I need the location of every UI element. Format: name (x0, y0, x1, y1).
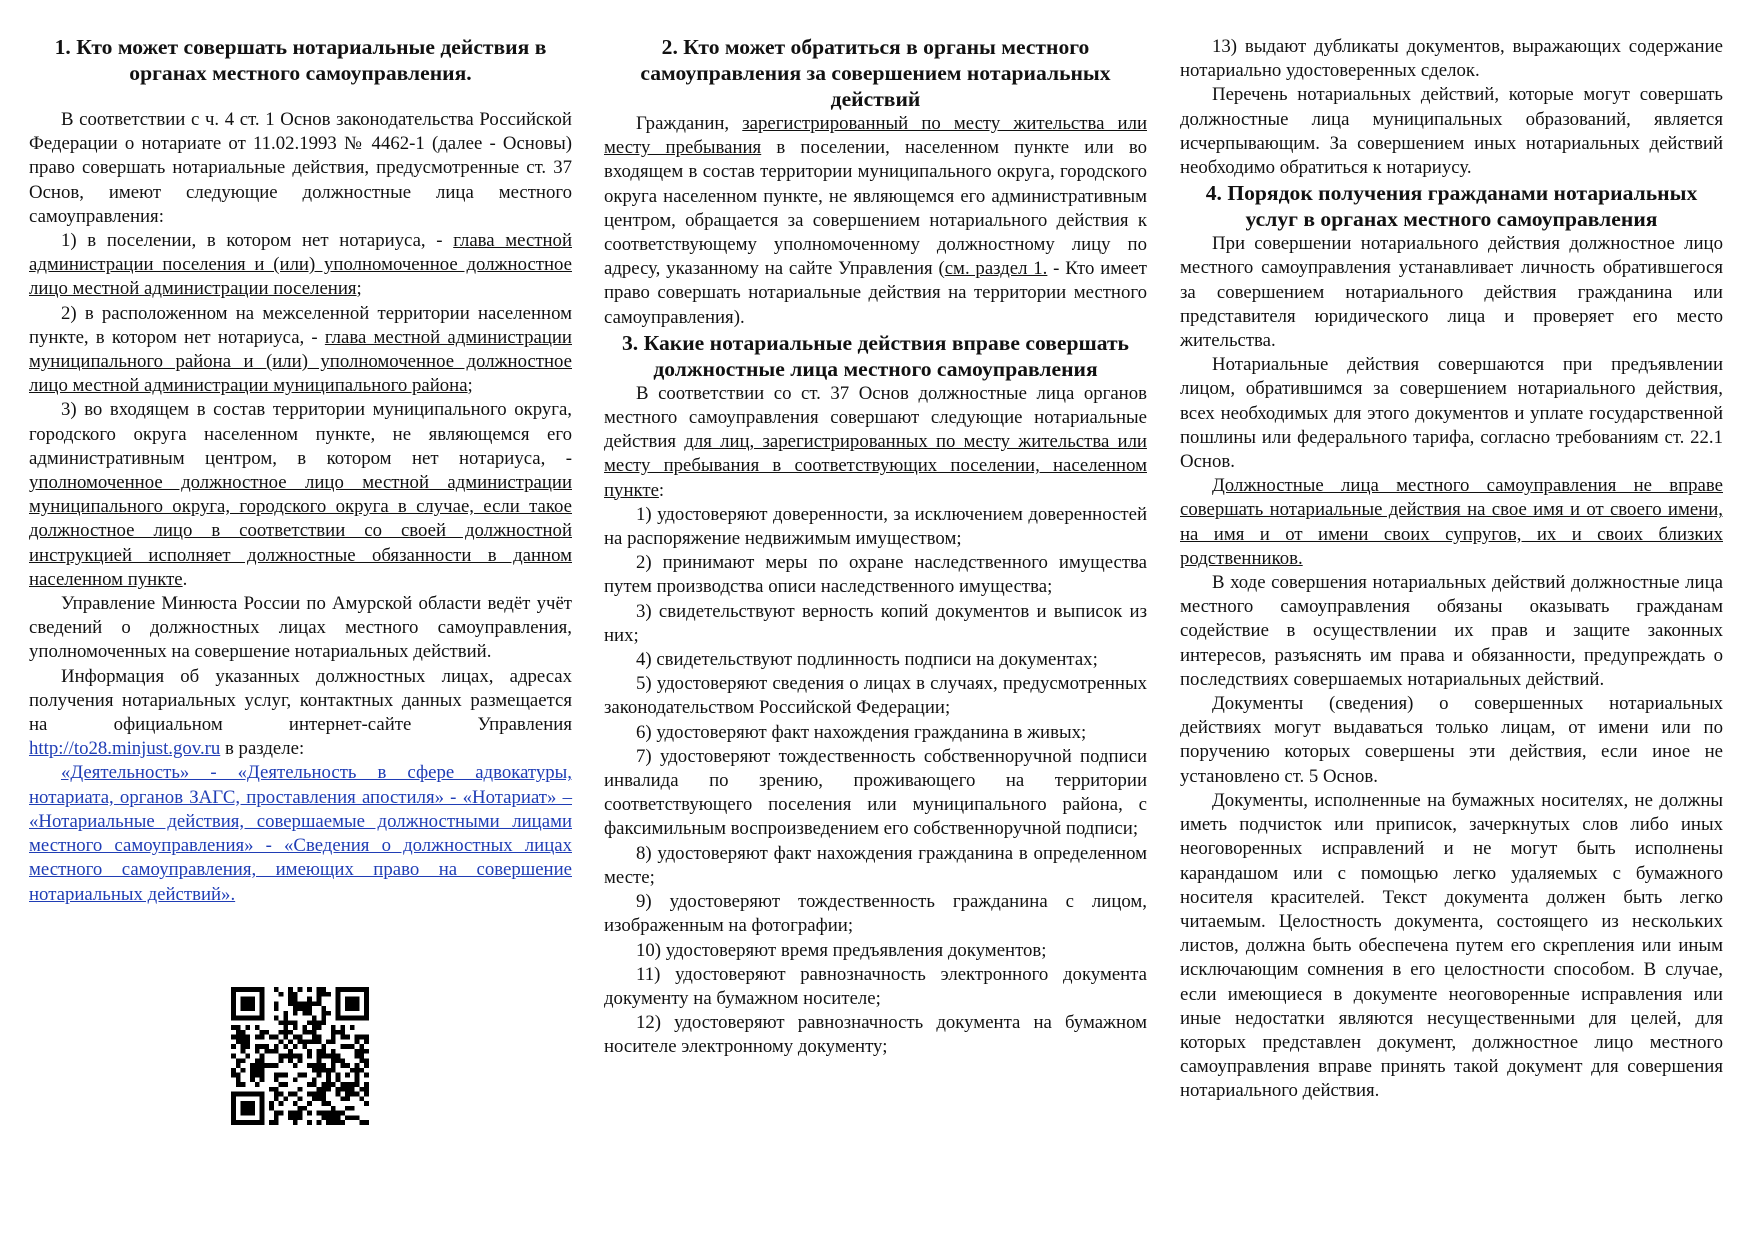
section-4-paragraph-3: Должностные лица местного самоуправления не вправе совершать нотариальные действия на свое имя и от своего имени, на имя и от имени своих супругов, их и своих близких родственников. (1180, 475, 1723, 569)
section-4-paragraph-5: Документы (сведения) о совершенных нотариальных действиях могут выдаваться только лицам, от имени или по поручению которых совершены эти действия, если иное не установлено ст. 5 Основ. (1180, 693, 1723, 787)
section-1-item-1: 1) в поселении, в котором нет нотариуса, - глава местной администрации поселения и (или) уполномоченное должностное лицо местной администрации поселения; (29, 230, 572, 300)
section-3-intro: В соответствии со ст. 37 Основ должностные лица органов местного самоуправления совершают следующие нотариальные действия для лиц, зарегистрированных по месту жительства или месту пребывания в соответствующих поселении, населенном пункте: (604, 382, 1147, 501)
notarial-action-item: 3) свидетельствуют верность копий документов и выписок из них; (604, 600, 1147, 646)
column-3 (1180, 35, 1723, 1104)
ministry-records-paragraph: Управление Минюста России по Амурской области ведёт учёт сведений о должностных лицах местного самоуправления, уполномоченных на совершение нотариальных действий. (29, 593, 572, 663)
section-path-link[interactable]: «Деятельность» - «Деятельность в сфере адвокатуры, нотариата, органов ЗАГС, проставления апостиля» - «Нотариат» – «Нотариальные действия, совершаемые должностными лицами местного самоуправления» - «Сведения о должностных лицах местного самоуправления, имеющих право на совершение нотариальных действий». (29, 762, 572, 905)
qr-code (231, 987, 369, 1125)
list-exhaustive-paragraph: Перечень нотариальных действий, которые могут совершать должностные лица муниципальных образований, является исчерпывающим. За совершением иных нотариальных действий необходимо обратиться к нотариусу. (1180, 84, 1723, 179)
section-1-intro: В соответствии с ч. 4 ст. 1 Основ законодательства Российской Федерации о нотариате от 11.02.1993 № 4462-1 (далее - Основы) право совершать нотариальные действия, предусмотренные ст. 37 Основ, имеют следующие должностные лица местного самоуправления: (29, 109, 572, 227)
column-2 (604, 34, 1147, 1060)
section-1-item-2: 2) в расположенном на межселенной территории населенном пункте, в котором нет нотариуса, - глава местной администрации муниципального района и (или) уполномоченное должностное лицо местной администрации муниципального района; (29, 302, 572, 397)
section-4-paragraph-2: Нотариальные действия совершаются при предъявлении лицом, обратившимся за совершением нотариального действия, всех необходимых для этого документов и уплате государственной пошлины или федерального тарифа, согласно требованиям ст. 22.1 Основ. (1180, 354, 1723, 473)
notarial-action-item: 10) удостоверяют время предъявления документов; (636, 939, 1047, 961)
notarial-action-item: 5) удостоверяют сведения о лицах в случаях, предусмотренных законодательством Российской Федерации; (604, 673, 1147, 719)
section-4-paragraph-1: При совершении нотариального действия должностное лицо местного самоуправления устанавливает личность обратившегося за совершением нотариального действия гражданина или представителя юридического лица и проверяет его место жительства. (1180, 233, 1723, 352)
notarial-action-item: 12) удостоверяют равнозначность документа на бумажном носителе электронному документу; (604, 1012, 1147, 1058)
section-4-paragraph-6: Документы, исполненные на бумажных носителях, не должны иметь подчисток или приписок, зачеркнутых слов либо иных неоговоренных исправлений и не могут быть исполнены карандашом или с помощью легко удаляемых с бумажного носителя красителей. Текст документа должен быть легко читаемым. Целостность документа, состоящего из нескольких листов, должна быть обеспечена путем его скрепления или иным исключающим сомнения в его целостности способом. В случае, если имеющиеся в документе неоговоренные исправления или иные недостатки являются несущественными для целей, для которых представлен документ, должностное лицо местного самоуправления вправе принять такой документ для совершения нотариального действия. (1180, 789, 1723, 1102)
section-4-paragraph-4: В ходе совершения нотариальных действий должностные лица местного самоуправления обязаны оказывать гражданам содействие в осуществлении их прав и защите законных интересов, разъяснять им права и обязанности, предупреждать о последствиях совершаемых нотариальных действий. (1180, 572, 1723, 690)
site-link[interactable]: http://to28.minjust.gov.ru (29, 738, 221, 760)
section-1-item-3: 3) во входящем в состав территории муниципального округа, городского округа населенном пункте, не являющемся его административным центром, в котором нет нотариуса, - уполномоченное должностное лицо местной администрации муниципального округа, городского округа в случае, если такое должностное лицо в соответствии со своей должностной инструкцией исполняет должностные обязанности в данном населенном пункте. (29, 399, 572, 590)
notarial-action-item: 11) удостоверяют равнозначность электронного документа документу на бумажном носителе; (604, 963, 1147, 1009)
section-1-heading: 1. Кто может совершать нотариальные действия в органах местного самоуправления. (54, 35, 547, 85)
info-paragraph: Информация об указанных должностных лицах, адресах получения нотариальных услуг, контактных данных размещается на официальном интернет-сайте Управления http://to28.minjust.gov.ru в разделе: (29, 665, 572, 760)
notarial-action-item: 8) удостоверяют факт нахождения гражданина в определенном месте; (604, 842, 1147, 888)
section-3-heading: 3. Какие нотариальные действия вправе совершать должностные лица местного самоуправления (622, 330, 1129, 381)
section-4-heading: 4. Порядок получения гражданами нотариальных услуг в органах местного самоуправления (1205, 181, 1698, 232)
notarial-action-item: 1) удостоверяют доверенности, за исключением доверенностей на распоряжение недвижимым имуществом; (604, 503, 1147, 550)
notarial-action-item-13: 13) выдают дубликаты документов, выражающих содержание нотариально удостоверенных сделок. (1180, 36, 1723, 82)
notarial-action-item: 7) удостоверяют тождественность собственноручной подписи инвалида по зрению, проживающего на территории соответствующего поселения или муниципального района, с факсимильным воспроизведением его собственноручной подписи; (604, 745, 1147, 840)
notarial-action-item: 4) свидетельствуют подлинность подписи на документах; (636, 649, 1098, 671)
notarial-action-item: 2) принимают меры по охране наследственного имущества путем производства описи наследственного имущества; (604, 552, 1147, 598)
section-2-heading: 2. Кто может обратиться в органы местного самоуправления за совершением нотариальных действий (640, 35, 1111, 111)
notarial-action-item: 6) удостоверяют факт нахождения гражданина в живых; (636, 721, 1087, 743)
column-1 (29, 34, 572, 907)
notarial-action-item: 9) удостоверяют тождественность гражданина с лицом, изображенным на фотографии; (604, 891, 1147, 937)
section-2-paragraph: Гражданин, зарегистрированный по месту жительства или месту пребывания в поселении, населенном пункте или во входящем в состав территории муниципального округа, городского округа населенном пункте, не являющемся его административным центром, обращается за совершением нотариального действия к соответствующему уполномоченному должностному лицу по адресу, указанному на сайте Управления (см. раздел 1. - Кто имеет право совершать нотариальные действия на территории местного самоуправления). (604, 113, 1148, 328)
